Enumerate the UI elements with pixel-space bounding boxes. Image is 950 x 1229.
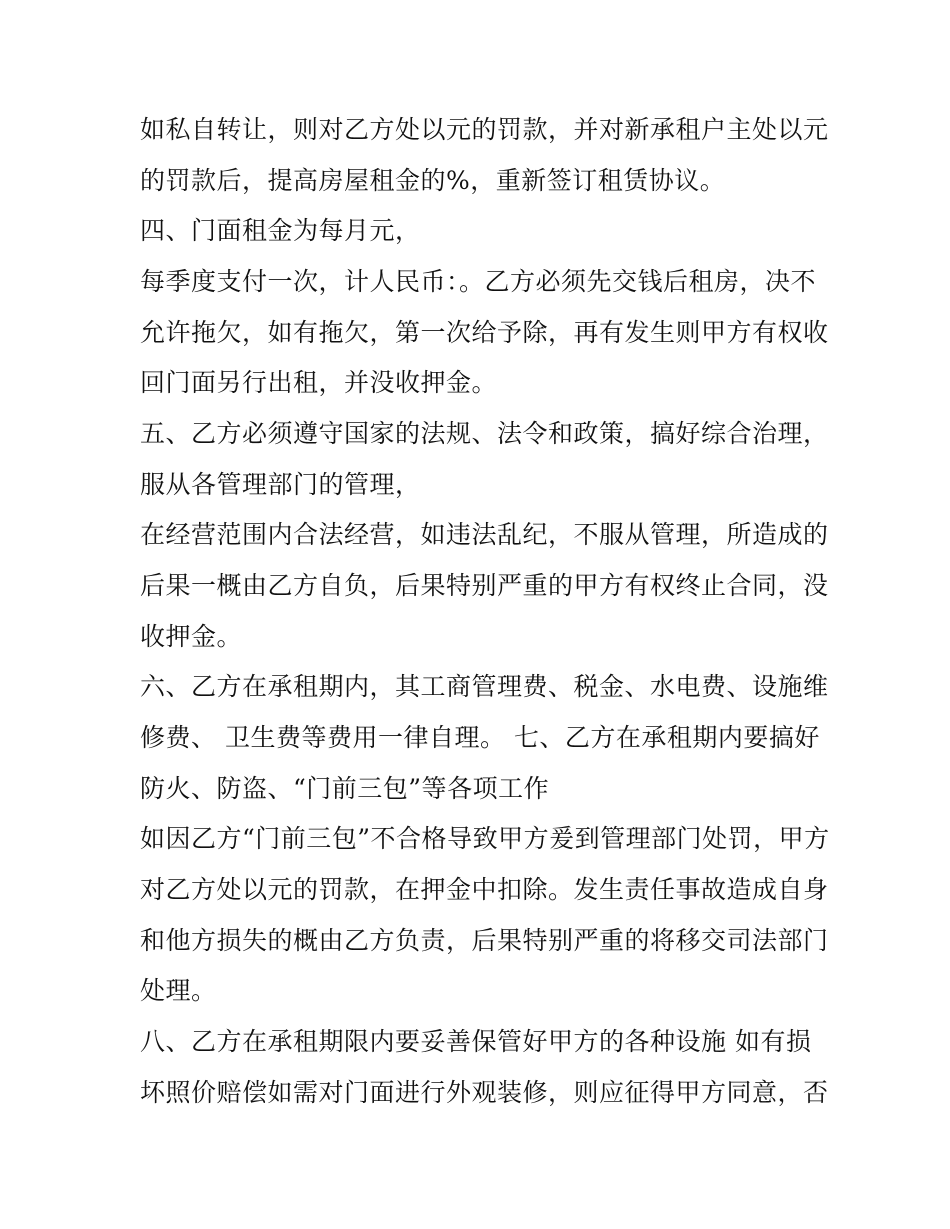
text-line: 四、门面租金为每月元， [140,216,421,245]
text-line: 五、乙方必须遵守国家的法规、法令和政策，搞好综合治理， [140,419,829,448]
text-line: 服从各管理部门的管理， [140,470,421,499]
text-line: 的罚款后，提高房屋租金的%，重新签订租赁协议。 [140,166,726,195]
text-line: 如因乙方“门前三包”不合格导致甲方爰到管理部门处罚，甲方 [140,824,830,853]
text-line: 在经营范围内合法经营，如违法乱纪，不服从管理，所造成的 [140,520,829,549]
text-line: 如私自转让，则对乙方处以元的罚款，并对新承租户主处以元 [140,115,829,144]
text-line: 防火、防盗、“门前三包”等各项工作 [140,774,550,803]
text-line: 修费、 卫生费等费用一律自理。 七、乙方在承租期内要搞好 [140,723,820,752]
text-line: 收押金。 [140,622,243,651]
text-line: 六、乙方在承租期内，其工商管理费、税金、水电费、设施维 [140,672,829,701]
text-line: 每季度支付一次，计人民币：。乙方必须先交钱后租房，决不 [140,267,817,296]
text-line: 对乙方处以元的罚款，在押金中扣除。发生责任事故造成自身 [140,875,829,904]
text-line: 回门面另行出租，并没收押金。 [140,368,498,397]
text-line: 允许拖欠，如有拖欠，第一次给予除，再有发生则甲方有权收 [140,318,829,347]
text-line: 和他方损失的概由乙方负责，后果特别严重的将移交司法部门 [140,926,829,955]
text-line: 后果一概由乙方自负，后果特别严重的甲方有权终止合同，没 [140,571,829,600]
text-line: 八、乙方在承租期限内要妥善保管好甲方的各种设施 如有损 [140,1027,812,1056]
text-line: 坏照价赔偿如需对门面进行外观装修，则应征得甲方同意，否 [140,1078,829,1107]
text-line: 处理。 [140,976,217,1005]
